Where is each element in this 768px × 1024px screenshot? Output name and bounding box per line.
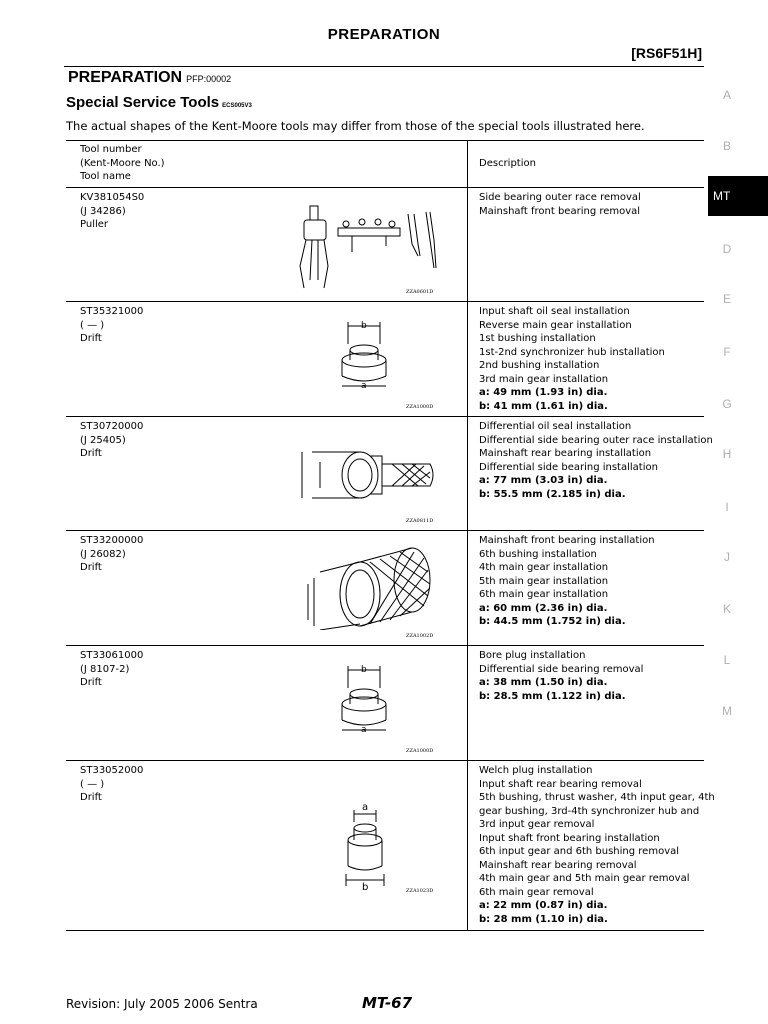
side-index-k[interactable]: K <box>722 602 731 616</box>
dimension-a: a: 60 mm (2.36 in) dia. <box>479 602 608 614</box>
side-index-g[interactable]: G <box>722 397 732 411</box>
description-line: 1st-2nd synchronizer hub installation <box>479 346 665 358</box>
dimension-a: a: 49 mm (1.93 in) dia. <box>479 387 608 398</box>
description-line: 6th bushing installation <box>479 548 597 560</box>
table-header-description: Description <box>479 158 536 169</box>
tool-number: ST33052000 <box>80 765 144 776</box>
intro-text: The actual shapes of the Kent-Moore tools may differ from those of the special tools illustrated here. <box>66 119 645 133</box>
kent-moore-number: (J 34286) <box>80 205 126 217</box>
side-index-d[interactable]: D <box>722 242 732 256</box>
svg-text:a: a <box>361 381 367 391</box>
side-index-e[interactable]: E <box>722 292 731 306</box>
tool-name: Drift <box>80 677 102 688</box>
model-code: [RS6F51H] <box>631 45 702 61</box>
table-row-description <box>479 305 665 413</box>
table-rule <box>66 416 704 417</box>
header-kent-moore: (Kent-Moore No.) <box>80 157 165 169</box>
header-rule <box>64 66 704 67</box>
tool-number: ST33061000 <box>80 650 144 661</box>
kent-moore-number: (J 26082) <box>80 548 126 560</box>
table-rule <box>66 760 704 761</box>
table-row-description <box>479 764 715 926</box>
header-tool-name: Tool name <box>80 171 131 182</box>
page-header-title: PREPARATION <box>327 26 441 43</box>
figure-code: ZZA0811D <box>406 518 434 524</box>
description-line: 3rd input gear removal <box>479 819 595 830</box>
description-line: Differential side bearing installation <box>479 461 658 473</box>
table-row-tool <box>80 305 143 346</box>
dimension-b: b: 28 mm (1.10 in) dia. <box>479 913 608 925</box>
table-row-tool <box>80 649 143 690</box>
kent-moore-number: ( — ) <box>80 778 105 790</box>
puller-illustration <box>296 200 446 296</box>
dimension-b: b: 28.5 mm (1.122 in) dia. <box>479 690 626 702</box>
subsection-title-text: Special Service Tools <box>66 94 220 111</box>
tool-name: Drift <box>80 792 102 803</box>
table-row-description <box>479 420 713 501</box>
description-line: 6th main gear installation <box>479 589 609 600</box>
table-rule <box>66 301 704 302</box>
table-rule-bottom <box>66 930 704 931</box>
table-header-tool <box>80 143 165 184</box>
table-rule <box>66 187 704 188</box>
drift-illustration <box>334 660 394 740</box>
dimension-b: b: 41 mm (1.61 in) dia. <box>479 400 608 412</box>
kent-moore-number: ( — ) <box>80 319 105 331</box>
description-line: 3rd main gear installation <box>479 373 609 385</box>
description-line: 1st bushing installation <box>479 333 596 344</box>
svg-text:b: b <box>361 665 367 675</box>
description-line: Input shaft rear bearing removal <box>479 778 642 790</box>
figure-code: ZZA1000D <box>406 404 434 410</box>
table-row-description <box>479 534 655 629</box>
side-index-j[interactable]: J <box>724 550 730 564</box>
description-line: Differential side bearing outer race installation <box>479 434 713 446</box>
svg-text:a: a <box>362 802 369 813</box>
header-tool-number: Tool number <box>80 144 142 155</box>
description-line: Input shaft oil seal installation <box>479 306 630 317</box>
dimension-b: b: 55.5 mm (2.185 in) dia. <box>479 488 626 500</box>
footer-page-number: MT-67 <box>362 994 413 1012</box>
tool-number: ST35321000 <box>80 306 144 317</box>
table-row-tool <box>80 764 143 805</box>
dimension-a: a: 22 mm (0.87 in) dia. <box>479 900 608 911</box>
kent-moore-number: (J 8107-2) <box>80 663 130 675</box>
drift-illustration <box>298 440 438 510</box>
tool-name: Drift <box>80 448 102 459</box>
drift-illustration <box>300 544 436 630</box>
dimension-a: a: 77 mm (3.03 in) dia. <box>479 475 608 486</box>
table-row-tool <box>80 191 144 232</box>
svg-text:a: a <box>361 725 367 735</box>
description-line: 6th main gear removal <box>479 886 594 898</box>
drift-illustration <box>334 316 394 396</box>
figure-code: ZZA1000D <box>406 748 434 754</box>
side-index-h[interactable]: H <box>722 447 732 461</box>
footer-revision: Revision: July 2005 2006 Sentra <box>66 997 258 1011</box>
figure-code: ZZA0601D <box>406 289 434 295</box>
description-line: Side bearing outer race removal <box>479 192 641 203</box>
side-index-mt[interactable]: MT <box>708 176 768 216</box>
description-line: Differential side bearing removal <box>479 663 644 675</box>
svg-text:b: b <box>362 882 369 893</box>
description-line: 6th input gear and 6th bushing removal <box>479 846 680 857</box>
description-line: Mainshaft front bearing installation <box>479 535 655 546</box>
subsection-code: ECS005V3 <box>222 103 252 109</box>
subsection-title <box>66 94 252 111</box>
description-line: Input shaft front bearing installation <box>479 832 660 844</box>
tool-name: Puller <box>80 219 109 230</box>
description-line: 4th main gear and 5th main gear removal <box>479 873 690 884</box>
description-line: 2nd bushing installation <box>479 360 600 371</box>
side-index-b[interactable]: B <box>722 139 731 153</box>
description-line: Mainshaft rear bearing removal <box>479 859 637 871</box>
dimension-b: b: 44.5 mm (1.752 in) dia. <box>479 616 626 627</box>
side-index-i[interactable]: I <box>725 500 729 514</box>
description-line: Mainshaft front bearing removal <box>479 205 641 217</box>
description-line: 5th main gear installation <box>479 575 609 587</box>
tool-name: Drift <box>80 562 102 573</box>
description-line: gear bushing, 3rd-4th synchronizer hub and <box>479 805 700 817</box>
table-rule <box>66 645 704 646</box>
figure-code: ZZA1002D <box>406 633 434 639</box>
table-row-tool <box>80 420 143 461</box>
description-line: Bore plug installation <box>479 650 586 661</box>
drift-illustration <box>336 800 392 894</box>
description-line: Welch plug installation <box>479 765 593 776</box>
description-line: 5th bushing, thrust washer, 4th input gear, 4th <box>479 792 715 803</box>
pfp-code: PFP:00002 <box>186 74 232 84</box>
figure-code: ZZA1023D <box>406 888 434 894</box>
table-rule-top <box>66 140 704 141</box>
section-title-text: PREPARATION <box>68 69 183 86</box>
tool-number: KV381054S0 <box>80 192 145 203</box>
table-column-divider <box>467 140 468 930</box>
side-index-l[interactable]: L <box>723 653 731 667</box>
tool-number: ST30720000 <box>80 421 144 432</box>
svg-text:b: b <box>361 321 367 331</box>
kent-moore-number: (J 25405) <box>80 434 126 446</box>
dimension-a: a: 38 mm (1.50 in) dia. <box>479 677 608 688</box>
table-row-description <box>479 649 643 703</box>
description-line: Differential oil seal installation <box>479 421 632 432</box>
description-line: Reverse main gear installation <box>479 319 632 331</box>
tool-number: ST33200000 <box>80 535 144 546</box>
table-row-description <box>479 191 641 218</box>
side-index-f[interactable]: F <box>723 345 731 359</box>
side-index-a[interactable]: A <box>722 88 731 102</box>
table-rule <box>66 530 704 531</box>
table-row-tool <box>80 534 143 575</box>
description-line: Mainshaft rear bearing installation <box>479 448 652 459</box>
side-index <box>708 0 768 1024</box>
section-title <box>68 69 231 87</box>
description-line: 4th main gear installation <box>479 562 609 573</box>
side-index-m[interactable]: M <box>722 704 732 718</box>
tool-name: Drift <box>80 333 102 344</box>
